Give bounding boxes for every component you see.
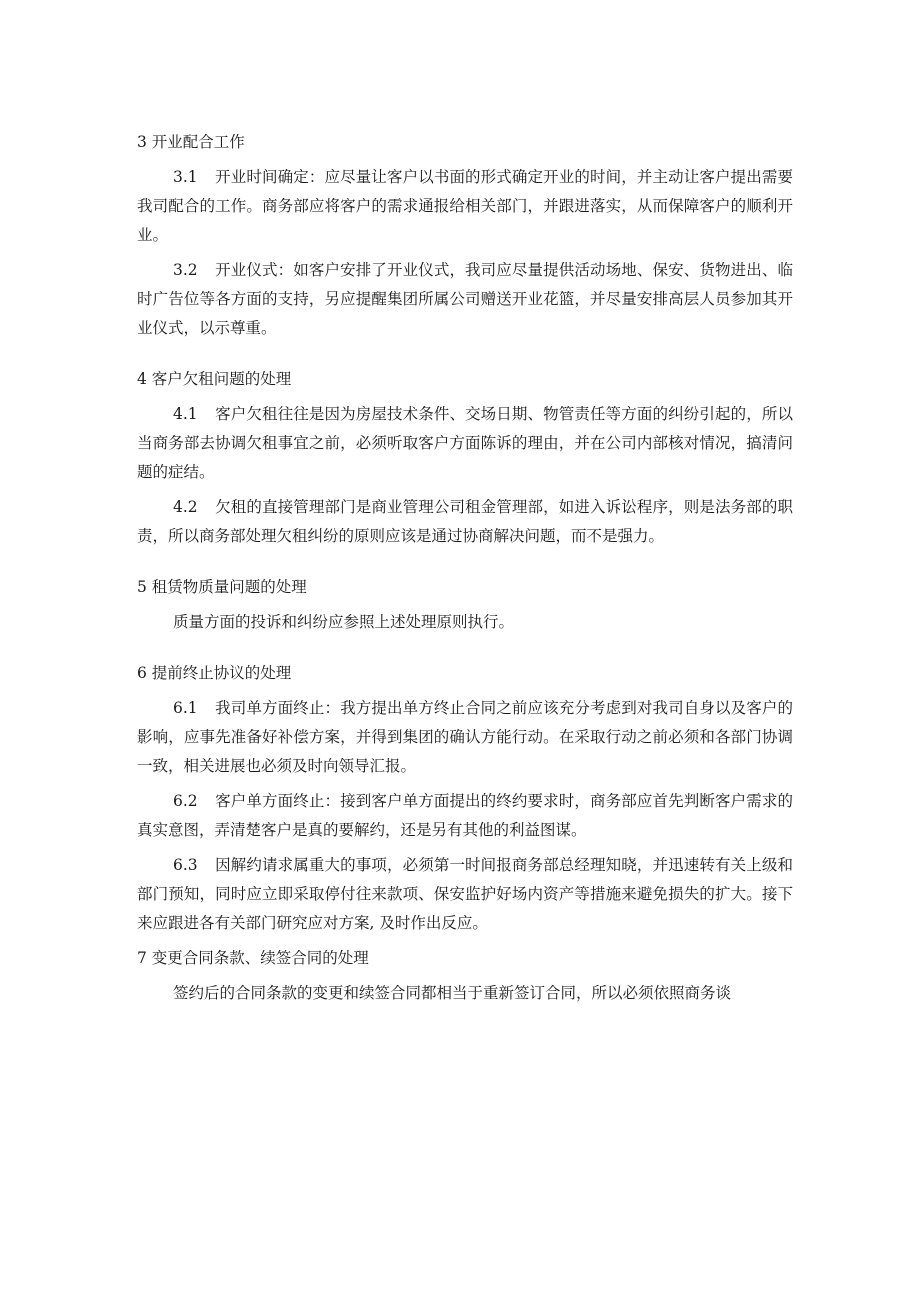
section-3-heading: 3 开业配合工作 (137, 133, 245, 151)
section-7-heading: 7 变更合同条款、续签合同的处理 (137, 949, 369, 967)
section-4-heading: 4 客户欠租问题的处理 (137, 370, 292, 388)
paragraph-3-2 (137, 256, 793, 343)
paragraph-4-1 (137, 400, 793, 487)
paragraph-3-1 (137, 163, 793, 250)
paragraph-6-1 (137, 694, 793, 781)
paragraph-7: 签约后的合同条款的变更和续签合同都相当于重新签订合同，所以必须依照商务谈 (173, 984, 732, 1002)
paragraph-number: 3.1 (173, 168, 198, 186)
document-body (137, 128, 793, 1008)
paragraph-text: 欠租的直接管理部门是商业管理公司租金管理部，如进入诉讼程序，则是法务部的职责，所以商务部处理欠租纠纷的原则应该是通过协商解决问题，而不是强力。 (137, 498, 793, 545)
paragraph-text: 开业仪式：如客户安排了开业仪式，我司应尽量提供活动场地、保安、货物进出、临时广告位等各方面的支持，另应提醒集团所属公司赠送开业花篮，并尽量安排高层人员参加其开业仪式，以示尊重。 (137, 261, 793, 337)
paragraph-6-3 (137, 851, 793, 938)
paragraph-number: 4.1 (173, 405, 198, 423)
paragraph-6-2 (137, 787, 793, 845)
paragraph-text: 开业时间确定：应尽量让客户以书面的形式确定开业的时间，并主动让客户提出需要我司配合的工作。商务部应将客户的需求通报给相关部门，并跟进落实，从而保障客户的顺利开业。 (137, 168, 793, 244)
paragraph-number: 3.2 (173, 261, 198, 279)
paragraph-5: 质量方面的投诉和纠纷应参照上述处理原则执行。 (173, 613, 515, 631)
paragraph-number: 6.3 (173, 856, 198, 874)
paragraph-number: 6.1 (173, 699, 198, 717)
paragraph-number: 6.2 (173, 792, 198, 810)
paragraph-text: 客户单方面终止：接到客户单方面提出的终约要求时，商务部应首先判断客户需求的真实意图，弄清楚客户是真的要解约，还是另有其他的利益图谋。 (137, 792, 793, 839)
paragraph-number: 4.2 (173, 498, 198, 516)
paragraph-4-2 (137, 493, 793, 551)
section-6-heading: 6 提前终止协议的处理 (137, 664, 292, 682)
paragraph-text: 我司单方面终止：我方提出单方终止合同之前应该充分考虑到对我司自身以及客户的影响，应事先准备好补偿方案，并得到集团的确认方能行动。在采取行动之前必须和各部门协调一致，相关进展也必须及时向领导汇报。 (137, 699, 793, 775)
paragraph-text: 因解约请求属重大的事项，必须第一时间报商务部总经理知晓，并迅速转有关上级和部门预知，同时应立即采取停付往来款项、保安监护好场内资产等措施来避免损失的扩大。接下来应跟进各有关部门研究应对方案, 及时作出反应。 (137, 856, 793, 932)
paragraph-text: 客户欠租往往是因为房屋技术条件、交场日期、物管责任等方面的纠纷引起的，所以当商务部去协调欠租事宜之前，必须听取客户方面陈诉的理由，并在公司内部核对情况，搞清问题的症结。 (137, 405, 793, 481)
section-5-heading: 5 租赁物质量问题的处理 (137, 578, 307, 596)
